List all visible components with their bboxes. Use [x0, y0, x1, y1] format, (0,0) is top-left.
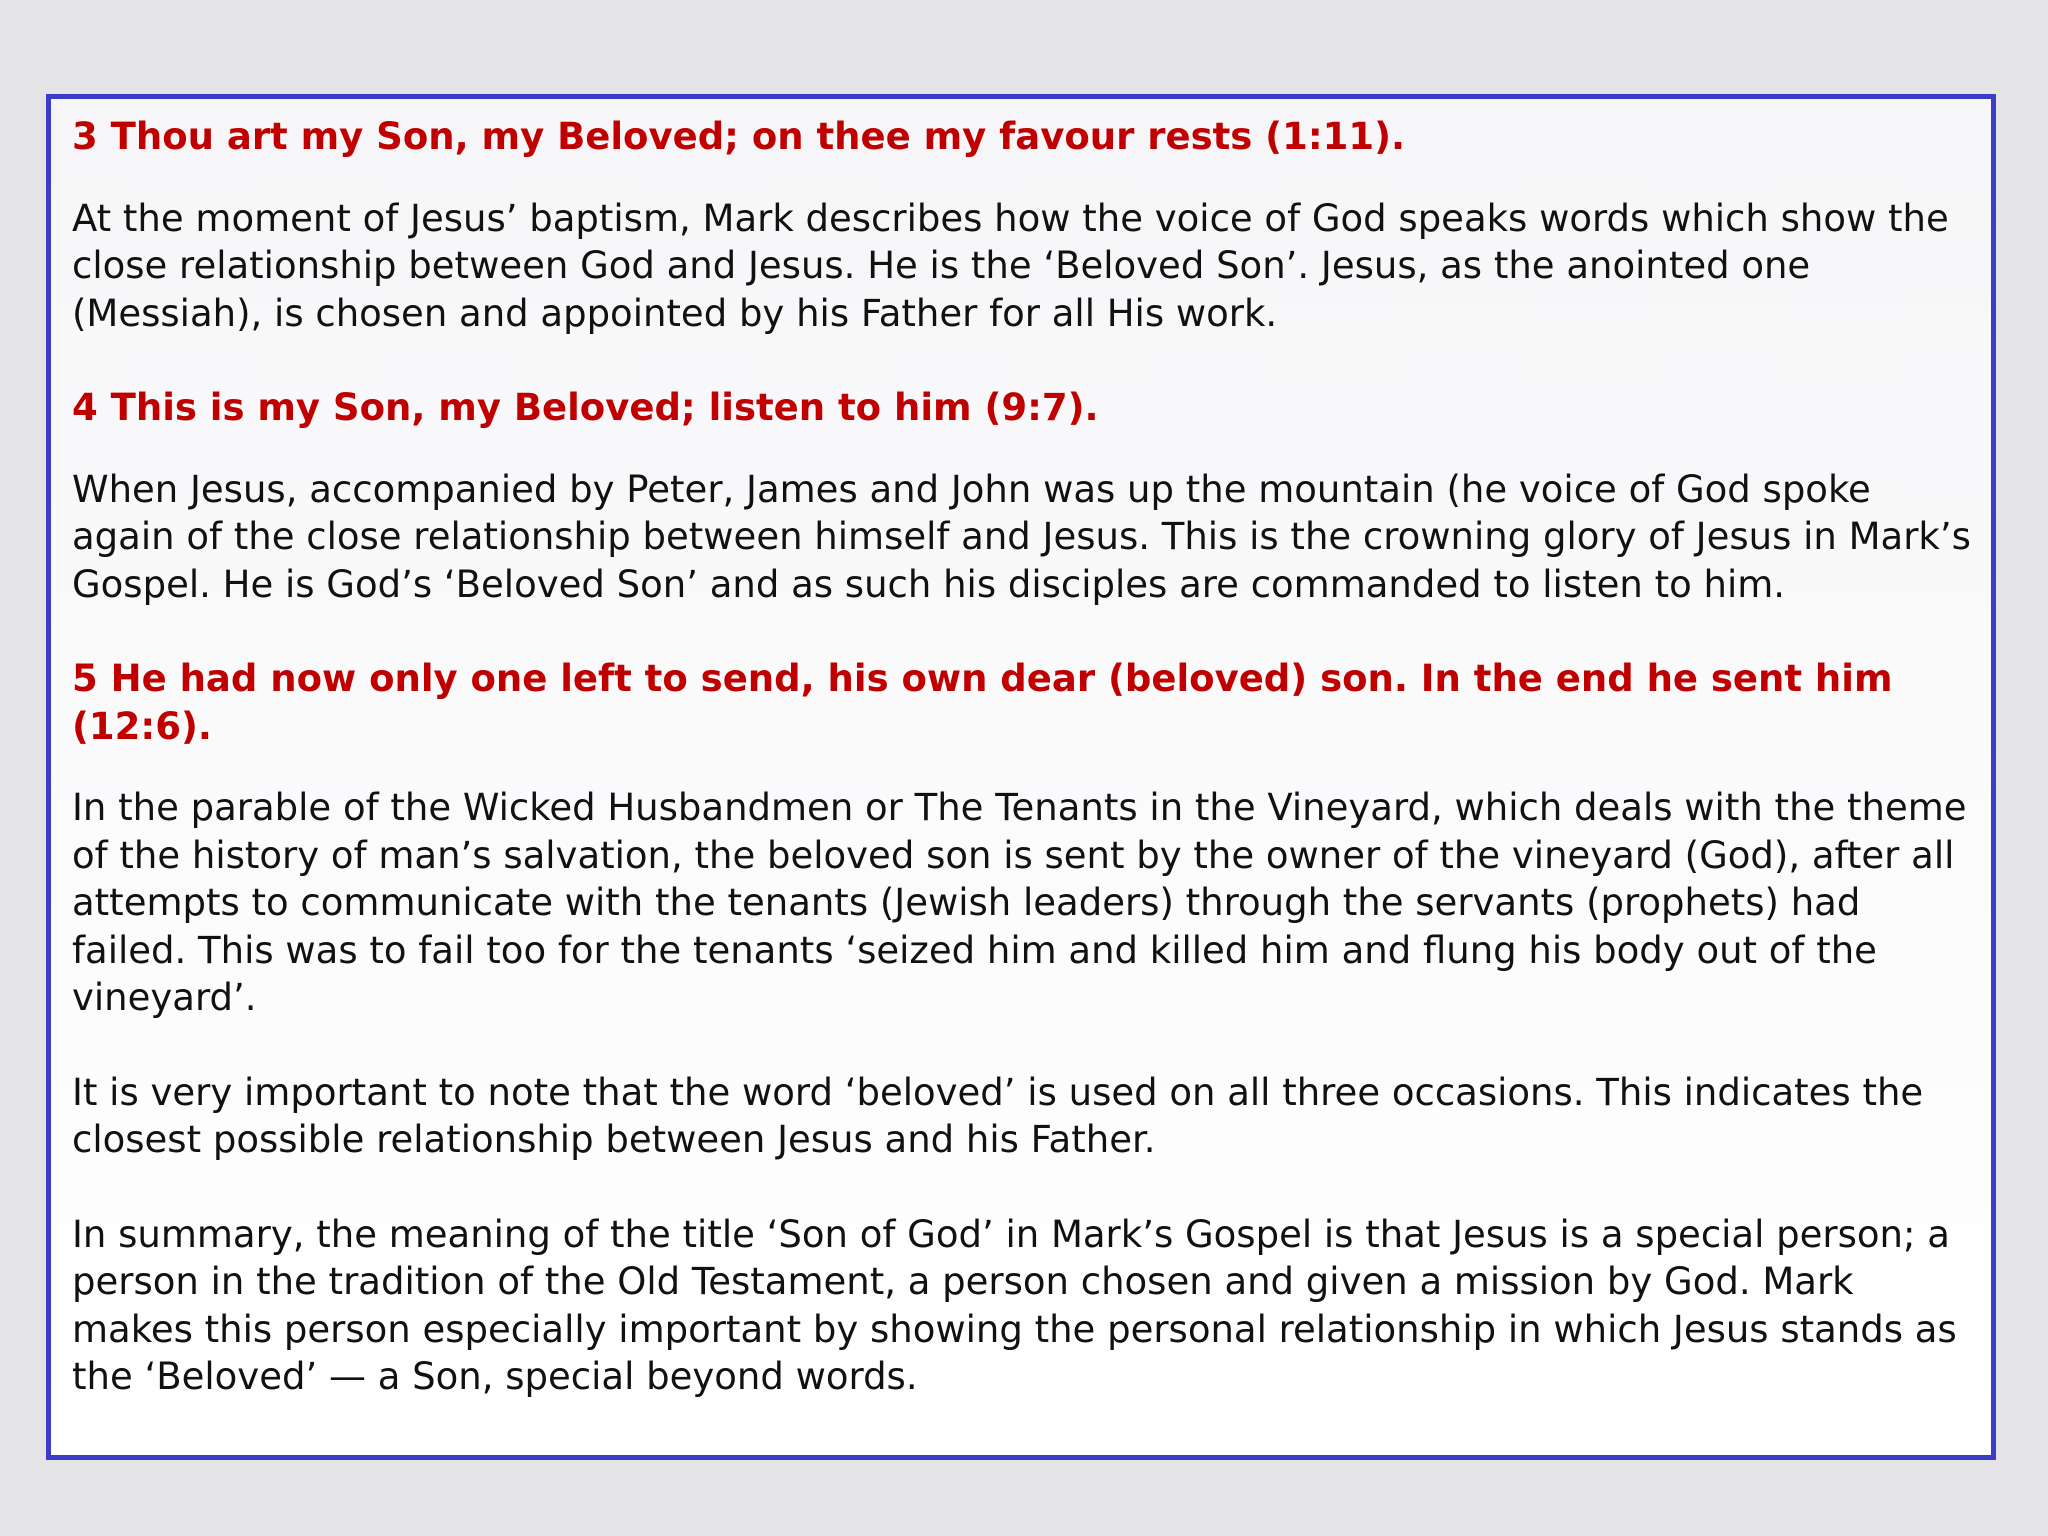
content-panel [46, 94, 1996, 1460]
section-paragraph-4: When Jesus, accompanied by Peter, James and John was up the mountain (he voice of God spoke again of the close relationship between himself and Jesus. This is the crowning glory of Jesus in Mark’s Gospel. He is God’s ‘Beloved Son’ and as such his disciples are commanded to listen to him. [72, 467, 1971, 606]
section-heading-5: 5 He had now only one left to send, his own dear (beloved) son. In the end he sent him (12:6). [72, 657, 1893, 748]
section-heading-4: 4 This is my Son, my Beloved; listen to him (9:7). [72, 386, 1099, 429]
section-paragraph-5: In the parable of the Wicked Husbandmen or The Tenants in the Vineyard, which deals with the theme of the history of man’s salvation, the beloved son is sent by the owner of the vineyard (God), after all attempts to communicate with the tenants (Jewish leaders) through the servants (prophets) had failed. This was to fail too for the tenants ‘seized him and killed him and flung his body out of the vineyard’. [72, 786, 1967, 1019]
closing-note: It is very important to note that the word ‘beloved’ is used on all three occasions. This indicates the closest possible relationship between Jesus and his Father. [72, 1070, 1924, 1161]
summary-paragraph: In summary, the meaning of the title ‘Son of God’ in Mark’s Gospel is that Jesus is a special person; a person in the tradition of the Old Testament, a person chosen and given a mission by God. Mark makes this person especially important by showing the personal relationship in which Jesus stands as the ‘Beloved’ — a Son, special beyond words. [72, 1212, 1957, 1398]
section-heading-3: 3 Thou art my Son, my Beloved; on thee my favour rests (1:11). [72, 115, 1406, 158]
section-paragraph-3: At the moment of Jesus’ baptism, Mark describes how the voice of God speaks words which show the close relationship between God and Jesus. He is the ‘Beloved Son’. Jesus, as the anointed one (Messiah), is chosen and appointed by his Father for all His work. [72, 196, 1949, 335]
